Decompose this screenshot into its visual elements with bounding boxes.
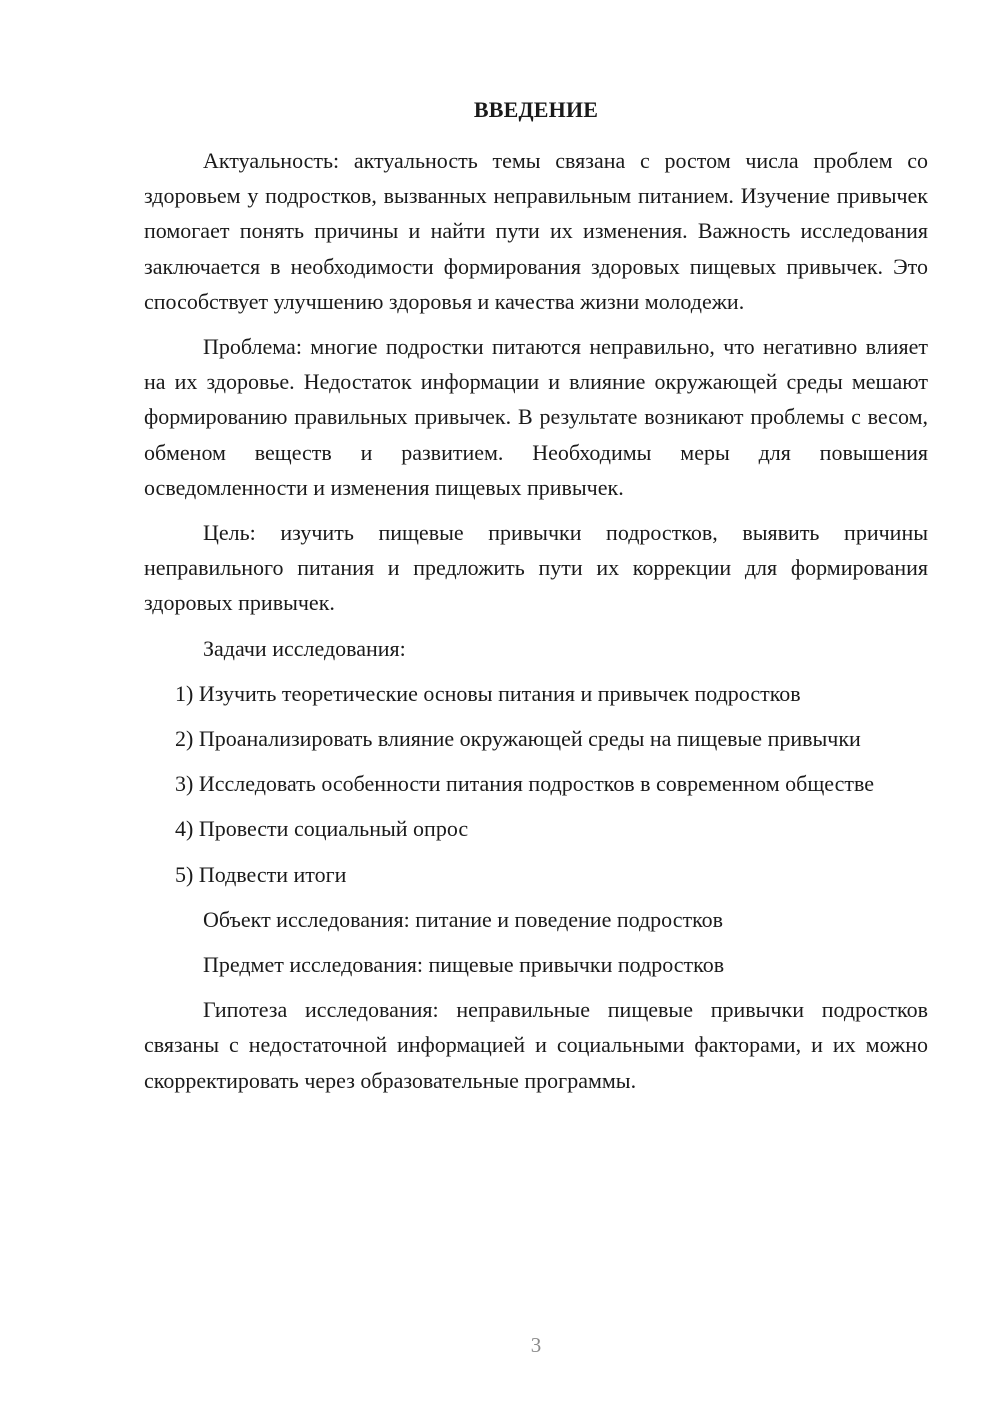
section-title: ВВЕДЕНИЕ: [473, 97, 599, 122]
research-object: Объект исследования: питание и поведение подростков: [203, 906, 724, 932]
relevance-paragraph: Актуальность: актуальность темы связана с ростом числа проблем со здоровьем у подростков, вызванных неправильным питанием. Изучение привычек помогает понять причины и найти пути их изменения. Важность исследования заключается в необходимости формирования здоровых пищевых привычек. Это способствует улучшению здоровья и качества жизни молодежи.: [144, 148, 928, 314]
page-number: 3: [530, 1333, 542, 1357]
task-item-3: 3) Исследовать особенности питания подростков в современном обществе: [175, 771, 875, 797]
document-page: [144, 92, 928, 1108]
task-item-5: 5) Подвести итоги: [175, 861, 347, 887]
tasks-heading: Задачи исследования:: [203, 635, 406, 661]
task-item-4: 4) Провести социальный опрос: [175, 816, 469, 842]
task-item-1: 1) Изучить теоретические основы питания и привычек подростков: [175, 680, 801, 706]
research-subject: Предмет исследования: пищевые привычки подростков: [203, 952, 725, 978]
hypothesis-paragraph: Гипотеза исследования: неправильные пищевые привычки подростков связаны с недостаточной информацией и социальными факторами, и их можно скорректировать через образовательные программы.: [144, 997, 928, 1093]
problem-paragraph: Проблема: многие подростки питаются неправильно, что негативно влияет на их здоровье. Недостаток информации и влияние окружающей среды мешают формированию правильных привычек. В результате возникают проблемы с весом, обменом веществ и развитием. Необходимы меры для повышения осведомленности и изменения пищевых привычек.: [144, 334, 928, 500]
task-item-2: 2) Проанализировать влияние окружающей среды на пищевые привычки: [175, 726, 861, 752]
goal-paragraph: Цель: изучить пищевые привычки подростков, выявить причины неправильного питания и предложить пути их коррекции для формирования здоровых привычек.: [144, 520, 928, 616]
